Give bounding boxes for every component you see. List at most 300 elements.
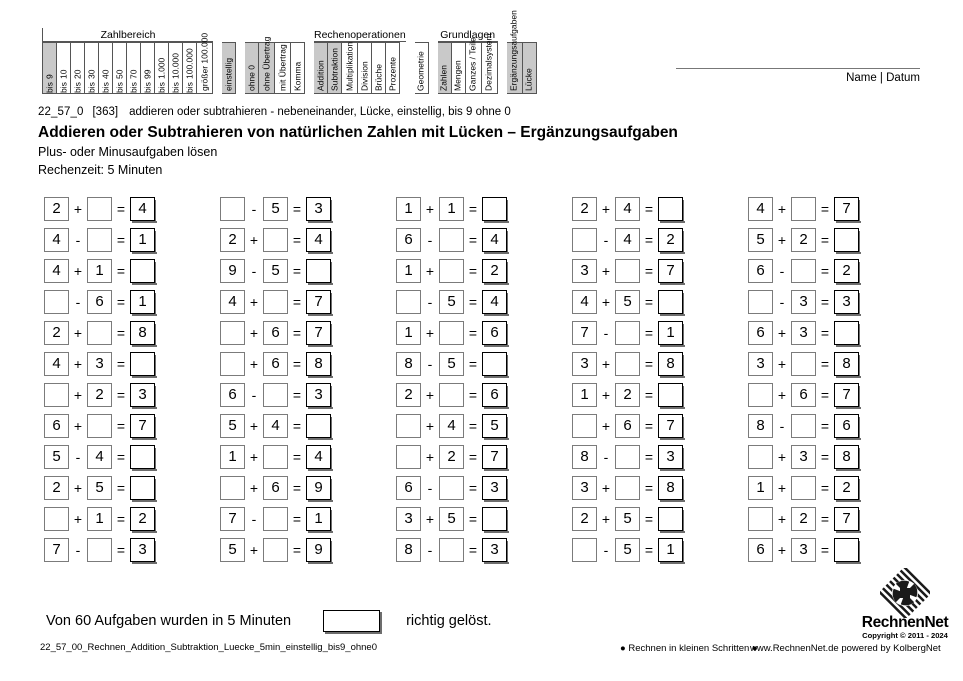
operand-b-box[interactable]	[87, 538, 112, 562]
category-cell[interactable]	[197, 32, 213, 94]
result-box[interactable]	[658, 383, 683, 407]
operand-a-box[interactable]: 6	[748, 321, 773, 345]
result-box[interactable]	[482, 352, 507, 376]
result-box[interactable]: 7	[306, 290, 331, 314]
exercise-item	[396, 317, 572, 348]
operand-a-box[interactable]: 4	[748, 197, 773, 221]
operand-b-box[interactable]: 4	[615, 197, 640, 221]
operand-a-box[interactable]: 2	[44, 321, 69, 345]
category-cell[interactable]	[386, 42, 400, 94]
category-cell[interactable]	[507, 10, 523, 94]
operand-b-box[interactable]: 2	[791, 507, 816, 531]
equals-symbol: =	[292, 262, 302, 279]
operator-symbol: +	[73, 417, 83, 434]
exercise-item	[396, 193, 572, 224]
result-box[interactable]: 3	[658, 445, 683, 469]
operand-a-box[interactable]	[44, 290, 69, 314]
operand-b-box[interactable]	[791, 259, 816, 283]
operand-a-box[interactable]	[44, 383, 69, 407]
operand-b-box[interactable]: 6	[791, 383, 816, 407]
category-cell-value: Division	[359, 61, 369, 91]
category-cell[interactable]	[523, 42, 537, 94]
category-cell[interactable]	[245, 42, 259, 94]
result-box[interactable]	[306, 259, 331, 283]
operand-b-box[interactable]	[439, 259, 464, 283]
equals-symbol: =	[468, 324, 478, 341]
exercise-item	[748, 255, 924, 286]
equals-symbol: =	[820, 231, 830, 248]
operand-a-box[interactable]	[220, 352, 245, 376]
operand-a-box[interactable]: 7	[44, 538, 69, 562]
category-cell-value: 50	[114, 69, 124, 79]
result-box[interactable]: 2	[834, 476, 859, 500]
result-box[interactable]	[834, 228, 859, 252]
equals-symbol: =	[292, 200, 302, 217]
category-group-title: Grundlagen	[438, 28, 498, 42]
exercise-row	[44, 410, 924, 441]
operand-a-box[interactable]: 6	[748, 259, 773, 283]
operator-symbol: +	[249, 479, 259, 496]
category-cell[interactable]	[342, 42, 358, 94]
result-box[interactable]	[130, 352, 155, 376]
category-cell[interactable]	[222, 42, 236, 94]
equals-symbol: =	[468, 293, 478, 310]
operand-b-box[interactable]	[263, 538, 288, 562]
operand-b-box[interactable]: 3	[791, 290, 816, 314]
operand-b-box[interactable]: 4	[615, 228, 640, 252]
category-group-title	[415, 28, 429, 42]
equals-symbol: =	[292, 386, 302, 403]
worksheet-bracket-id: [363]	[92, 106, 119, 118]
category-cell[interactable]	[328, 42, 342, 94]
operand-a-box[interactable]: 3	[572, 476, 597, 500]
operand-b-box[interactable]	[87, 197, 112, 221]
operand-a-box[interactable]: 9	[220, 259, 245, 283]
operand-a-box[interactable]: 6	[44, 414, 69, 438]
result-box[interactable]: 4	[130, 197, 155, 221]
file-name-label: 22_57_00_Rechnen_Addition_Subtraktion_Luecke_5min_einstellig_bis9_ohne0	[40, 642, 377, 653]
equals-symbol: =	[644, 510, 654, 527]
result-box[interactable]: 8	[834, 445, 859, 469]
operand-b-box[interactable]	[263, 290, 288, 314]
operand-b-box[interactable]	[263, 383, 288, 407]
category-cell-value: größer 100.000	[199, 32, 209, 91]
result-box[interactable]	[306, 414, 331, 438]
exercise-item	[748, 472, 924, 503]
result-box[interactable]: 6	[834, 414, 859, 438]
operand-b-box[interactable]: 5	[263, 197, 288, 221]
category-cell[interactable]	[314, 42, 328, 94]
category-cell[interactable]	[275, 42, 291, 94]
operand-b-box[interactable]: 3	[87, 352, 112, 376]
exercise-item	[572, 348, 748, 379]
result-box[interactable]	[130, 476, 155, 500]
operand-b-box[interactable]	[791, 352, 816, 376]
operand-b-box[interactable]: 3	[791, 538, 816, 562]
result-box[interactable]: 8	[834, 352, 859, 376]
operand-a-box[interactable]: 2	[220, 228, 245, 252]
operator-symbol: +	[601, 200, 611, 217]
worksheet-code: 22_57_0	[38, 106, 84, 118]
category-cell-row	[507, 10, 537, 94]
operator-symbol: +	[601, 417, 611, 434]
equals-symbol: =	[292, 510, 302, 527]
exercise-item	[396, 286, 572, 317]
equals-symbol: =	[468, 355, 478, 372]
operand-a-box[interactable]: 6	[748, 538, 773, 562]
operand-a-box[interactable]: 1	[572, 383, 597, 407]
operand-a-box[interactable]: 3	[396, 507, 421, 531]
operand-a-box[interactable]	[572, 538, 597, 562]
result-box[interactable]: 4	[306, 228, 331, 252]
operand-b-box[interactable]	[615, 445, 640, 469]
operand-b-box[interactable]	[615, 321, 640, 345]
operator-symbol: +	[73, 479, 83, 496]
category-group-gap	[429, 42, 438, 94]
exercise-item	[572, 286, 748, 317]
category-group-gap	[406, 42, 415, 94]
operand-a-box[interactable]: 5	[220, 414, 245, 438]
result-box[interactable]: 4	[306, 445, 331, 469]
operand-b-box[interactable]	[439, 383, 464, 407]
operand-a-box[interactable]: 6	[396, 476, 421, 500]
operand-b-box[interactable]: 6	[87, 290, 112, 314]
answer-count-input[interactable]	[323, 610, 380, 632]
operand-a-box[interactable]: 4	[44, 228, 69, 252]
category-cell[interactable]	[57, 42, 71, 94]
equals-symbol: =	[468, 541, 478, 558]
result-box[interactable]: 5	[482, 414, 507, 438]
result-box[interactable]: 9	[306, 476, 331, 500]
operand-b-box[interactable]: 1	[87, 507, 112, 531]
result-box[interactable]: 3	[482, 476, 507, 500]
operand-a-box[interactable]: 5	[220, 538, 245, 562]
operand-a-box[interactable]: 2	[572, 507, 597, 531]
operand-b-box[interactable]	[791, 476, 816, 500]
operand-b-box[interactable]	[439, 228, 464, 252]
result-box[interactable]: 4	[482, 228, 507, 252]
operand-a-box[interactable]: 5	[44, 445, 69, 469]
operand-b-box[interactable]: 5	[439, 352, 464, 376]
operand-a-box[interactable]: 5	[748, 228, 773, 252]
result-box[interactable]	[482, 197, 507, 221]
result-box[interactable]: 8	[658, 476, 683, 500]
operand-b-box[interactable]	[439, 476, 464, 500]
equals-symbol: =	[116, 479, 126, 496]
result-box[interactable]	[130, 259, 155, 283]
equals-symbol: =	[292, 293, 302, 310]
category-cell[interactable]	[291, 42, 305, 94]
operand-a-box[interactable]: 7	[572, 321, 597, 345]
result-box[interactable]	[130, 445, 155, 469]
category-cell-value: 100.000	[184, 48, 194, 79]
category-cell[interactable]	[415, 42, 429, 94]
equals-symbol: =	[820, 293, 830, 310]
operand-b-box[interactable]: 2	[87, 383, 112, 407]
result-box[interactable]: 7	[306, 321, 331, 345]
category-cell-prefix: bis	[86, 82, 96, 93]
operand-a-box[interactable]: 3	[572, 352, 597, 376]
category-cell[interactable]	[259, 36, 275, 94]
operand-b-box[interactable]	[439, 321, 464, 345]
page-subtitle-time: Rechenzeit: 5 Minuten	[38, 163, 163, 177]
category-cell[interactable]	[113, 42, 127, 94]
result-box[interactable]: 3	[130, 538, 155, 562]
equals-symbol: =	[292, 324, 302, 341]
equals-symbol: =	[116, 231, 126, 248]
operand-a-box[interactable]: 4	[44, 352, 69, 376]
operand-b-box[interactable]	[87, 228, 112, 252]
operator-symbol: -	[779, 293, 785, 310]
category-cell-prefix: bis	[44, 82, 54, 93]
operand-a-box[interactable]: 2	[44, 197, 69, 221]
result-box[interactable]: 2	[130, 507, 155, 531]
exercise-item	[748, 317, 924, 348]
exercise-item	[396, 348, 572, 379]
operand-a-box[interactable]	[748, 383, 773, 407]
operand-a-box[interactable]	[396, 290, 421, 314]
operand-b-box[interactable]	[87, 414, 112, 438]
result-box[interactable]: 8	[306, 352, 331, 376]
result-box[interactable]: 1	[130, 290, 155, 314]
result-box[interactable]	[482, 507, 507, 531]
category-cell[interactable]	[466, 37, 482, 94]
result-line	[46, 610, 492, 632]
operand-a-box[interactable]	[572, 228, 597, 252]
category-cell[interactable]	[183, 42, 197, 94]
operator-symbol: -	[779, 262, 785, 279]
exercise-row	[44, 441, 924, 472]
operand-a-box[interactable]	[220, 321, 245, 345]
operand-b-box[interactable]: 5	[439, 290, 464, 314]
category-cell-prefix: bis	[156, 82, 166, 93]
operand-a-box[interactable]: 1	[396, 197, 421, 221]
operand-b-box[interactable]: 2	[615, 383, 640, 407]
operand-a-box[interactable]	[396, 414, 421, 438]
exercise-item	[748, 224, 924, 255]
exercise-item	[220, 193, 396, 224]
operand-a-box[interactable]: 3	[748, 352, 773, 376]
result-box[interactable]	[658, 507, 683, 531]
operand-a-box[interactable]	[748, 290, 773, 314]
operand-b-box[interactable]: 2	[791, 228, 816, 252]
equals-symbol: =	[468, 231, 478, 248]
category-cell[interactable]	[358, 42, 372, 94]
result-box[interactable]: 7	[482, 445, 507, 469]
operator-symbol: -	[251, 510, 257, 527]
category-cell[interactable]	[452, 42, 466, 94]
category-cell-value: 30	[86, 69, 96, 79]
operand-a-box[interactable]: 8	[572, 445, 597, 469]
operand-a-box[interactable]	[44, 507, 69, 531]
operand-a-box[interactable]	[220, 476, 245, 500]
result-box[interactable]	[834, 321, 859, 345]
exercise-item	[748, 534, 924, 565]
operand-b-box[interactable]: 5	[263, 259, 288, 283]
operand-b-box[interactable]: 5	[615, 538, 640, 562]
operand-b-box[interactable]	[791, 197, 816, 221]
result-box[interactable]	[658, 290, 683, 314]
result-box[interactable]: 3	[482, 538, 507, 562]
exercise-item	[748, 410, 924, 441]
result-box[interactable]: 7	[834, 197, 859, 221]
operand-a-box[interactable]: 8	[748, 414, 773, 438]
category-cell[interactable]	[99, 42, 113, 94]
result-box[interactable]: 8	[130, 321, 155, 345]
operator-symbol: +	[425, 262, 435, 279]
operator-symbol: +	[425, 448, 435, 465]
operand-b-box[interactable]: 3	[791, 445, 816, 469]
result-box[interactable]: 2	[482, 259, 507, 283]
result-box[interactable]: 3	[834, 290, 859, 314]
operand-b-box[interactable]: 4	[87, 445, 112, 469]
operand-a-box[interactable]: 2	[572, 197, 597, 221]
equals-symbol: =	[644, 355, 654, 372]
operand-a-box[interactable]	[220, 197, 245, 221]
result-box[interactable]: 3	[306, 383, 331, 407]
equals-symbol: =	[644, 200, 654, 217]
operand-b-box[interactable]: 5	[615, 507, 640, 531]
operand-a-box[interactable]: 1	[220, 445, 245, 469]
exercise-item	[44, 534, 220, 565]
operand-b-box[interactable]	[263, 445, 288, 469]
category-cell[interactable]	[127, 42, 141, 94]
exercise-item	[572, 441, 748, 472]
operator-symbol: +	[425, 324, 435, 341]
category-cell-prefix: bis	[184, 82, 194, 93]
operand-b-box[interactable]: 2	[439, 445, 464, 469]
operand-b-box[interactable]: 6	[263, 321, 288, 345]
exercise-item	[220, 534, 396, 565]
operand-b-box[interactable]	[791, 414, 816, 438]
operand-b-box[interactable]: 5	[439, 507, 464, 531]
category-cell[interactable]	[43, 42, 57, 94]
operand-b-box[interactable]	[615, 476, 640, 500]
operator-symbol: -	[75, 293, 81, 310]
exercise-item	[748, 286, 924, 317]
operand-a-box[interactable]: 1	[396, 259, 421, 283]
operand-b-box[interactable]: 6	[615, 414, 640, 438]
operand-a-box[interactable]	[748, 507, 773, 531]
exercise-item	[748, 193, 924, 224]
operand-a-box[interactable]: 1	[748, 476, 773, 500]
operand-b-box[interactable]: 5	[87, 476, 112, 500]
operand-b-box[interactable]	[615, 352, 640, 376]
operand-b-box[interactable]	[439, 538, 464, 562]
category-cell[interactable]	[438, 42, 452, 94]
result-box[interactable]: 1	[130, 228, 155, 252]
operand-a-box[interactable]: 2	[396, 383, 421, 407]
result-box[interactable]: 1	[658, 538, 683, 562]
category-cell[interactable]	[169, 42, 183, 94]
category-cell[interactable]	[482, 33, 498, 94]
operand-a-box[interactable]	[748, 445, 773, 469]
result-box[interactable]: 9	[306, 538, 331, 562]
category-cell[interactable]	[85, 42, 99, 94]
equals-symbol: =	[820, 417, 830, 434]
operand-b-box[interactable]: 5	[615, 290, 640, 314]
operand-a-box[interactable]: 2	[44, 476, 69, 500]
operand-a-box[interactable]: 1	[396, 321, 421, 345]
operand-a-box[interactable]: 4	[572, 290, 597, 314]
operator-symbol: +	[73, 200, 83, 217]
operand-b-box[interactable]: 4	[263, 414, 288, 438]
result-box[interactable]: 7	[658, 259, 683, 283]
result-box[interactable]: 4	[482, 290, 507, 314]
operand-b-box[interactable]: 4	[439, 414, 464, 438]
category-cell-row	[415, 42, 429, 94]
result-box[interactable]: 1	[658, 321, 683, 345]
operand-a-box[interactable]: 4	[220, 290, 245, 314]
exercise-item	[44, 441, 220, 472]
operand-b-box[interactable]: 6	[263, 352, 288, 376]
category-cell-value: ohne 0	[246, 65, 256, 91]
result-box[interactable]	[658, 197, 683, 221]
operator-symbol: -	[251, 386, 257, 403]
operand-a-box[interactable]: 6	[220, 383, 245, 407]
operand-b-box[interactable]: 1	[439, 197, 464, 221]
category-cell-value: 70	[128, 69, 138, 79]
operand-a-box[interactable]	[572, 414, 597, 438]
category-cell[interactable]	[141, 42, 155, 94]
operator-symbol: +	[777, 231, 787, 248]
operand-b-box[interactable]: 6	[263, 476, 288, 500]
result-box[interactable]: 7	[658, 414, 683, 438]
category-group	[507, 10, 537, 94]
operand-a-box[interactable]: 3	[572, 259, 597, 283]
operand-b-box[interactable]	[263, 507, 288, 531]
result-box[interactable]: 3	[306, 197, 331, 221]
operand-b-box[interactable]	[615, 259, 640, 283]
result-box[interactable]: 6	[482, 383, 507, 407]
category-cell[interactable]	[155, 42, 169, 94]
category-cell-value: Addition	[315, 60, 325, 91]
exercise-item	[748, 441, 924, 472]
equals-symbol: =	[116, 448, 126, 465]
operand-a-box[interactable]: 6	[396, 228, 421, 252]
result-box[interactable]: 7	[834, 507, 859, 531]
operand-b-box[interactable]: 3	[791, 321, 816, 345]
result-box[interactable]: 6	[482, 321, 507, 345]
rechnennet-logo-icon	[880, 568, 930, 618]
operand-a-box[interactable]: 4	[44, 259, 69, 283]
equals-symbol: =	[468, 200, 478, 217]
result-box[interactable]: 8	[658, 352, 683, 376]
result-box[interactable]: 7	[834, 383, 859, 407]
operand-a-box[interactable]	[396, 445, 421, 469]
result-prefix-label: Von 60 Aufgaben wurden in 5 Minuten	[46, 613, 292, 629]
result-box[interactable]: 2	[834, 259, 859, 283]
category-group-title: Zahlbereich	[43, 28, 213, 42]
operator-symbol: +	[249, 417, 259, 434]
result-box[interactable]: 7	[130, 414, 155, 438]
exercise-item	[44, 503, 220, 534]
result-box[interactable]: 1	[306, 507, 331, 531]
operand-b-box[interactable]	[263, 228, 288, 252]
category-cell[interactable]	[372, 42, 386, 94]
operand-a-box[interactable]: 7	[220, 507, 245, 531]
result-box[interactable]: 2	[658, 228, 683, 252]
category-group	[245, 28, 305, 94]
result-box[interactable]	[834, 538, 859, 562]
category-cell[interactable]	[71, 42, 85, 94]
operand-b-box[interactable]: 1	[87, 259, 112, 283]
operand-b-box[interactable]	[87, 321, 112, 345]
result-box[interactable]: 3	[130, 383, 155, 407]
equals-symbol: =	[468, 386, 478, 403]
operand-a-box[interactable]: 8	[396, 352, 421, 376]
operand-a-box[interactable]: 8	[396, 538, 421, 562]
